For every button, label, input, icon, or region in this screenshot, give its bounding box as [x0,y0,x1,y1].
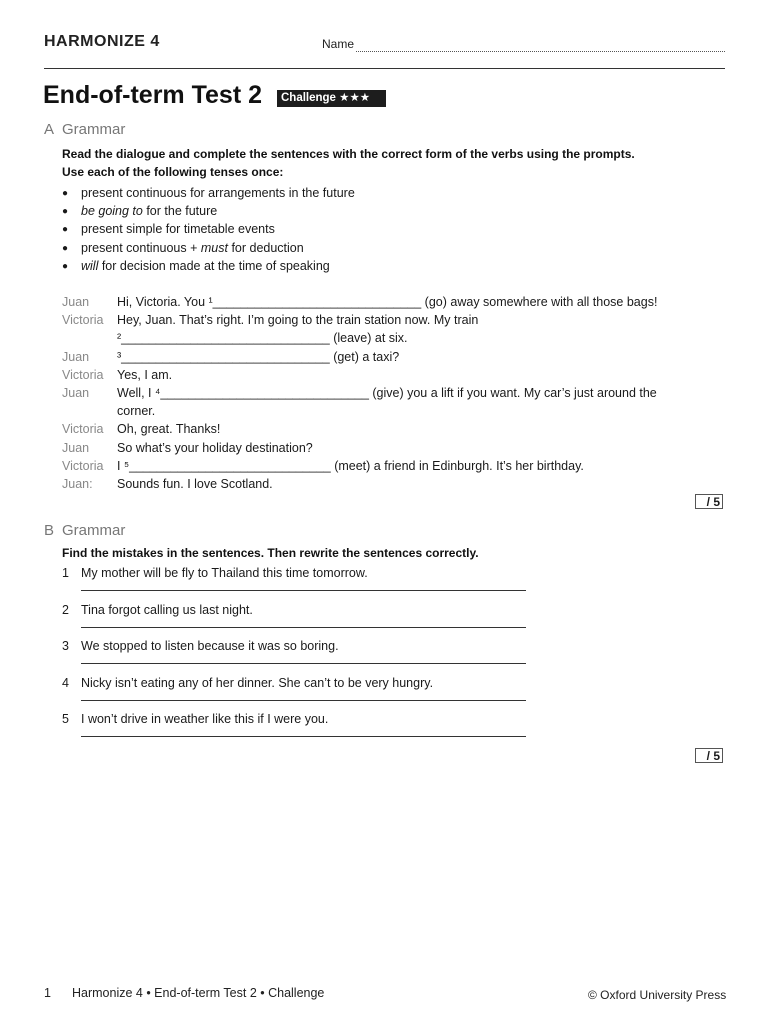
dialogue-text[interactable]: ²______________________________ (leave) at six. [117,331,408,346]
dialogue-text: Hey, Juan. That’s right. I’m going to the train station now. My train [117,313,479,328]
speaker: Juan [62,440,90,455]
speaker: Victoria [62,458,104,473]
section-a-instructions [62,145,635,181]
item-sentence: I won’t drive in weather like this if I were you. [81,712,329,727]
section-a-heading [44,121,125,138]
item-number: 5 [62,712,69,727]
section-a-title: Grammar [62,121,126,138]
item-number: 2 [62,602,69,617]
tense-list-item-text: present continuous + must for deduction [81,240,304,255]
speaker: Juan [62,349,90,364]
header-rule [44,68,725,69]
tense-list-item-text: present simple for timetable events [81,222,275,237]
speaker: Juan [62,295,90,309]
name-field-line[interactable] [356,51,725,52]
tense-list-item [62,239,355,257]
dialogue-text[interactable]: I ⁵_____________________________ (meet) a friend in Edinburgh. It’s her birthday. [117,458,584,473]
answer-line[interactable] [81,736,526,737]
dialogue-text: corner. [117,404,156,419]
tense-list-item-text: be going to for the future [81,204,218,219]
challenge-badge: Challenge ★★★ [277,90,386,107]
dialogue-text: Oh, great. Thanks! [117,422,221,437]
speaker: Victoria [62,313,104,328]
section-a-letter: A [44,121,55,138]
dialogue-text[interactable]: ³______________________________ (get) a taxi? [117,349,400,364]
speaker: Juan [62,385,90,400]
dialogue-text: Sounds fun. I love Scotland. [117,476,273,491]
tense-list-item [62,202,355,220]
section-a-score-box[interactable]: / 5 [695,494,723,509]
section-b-letter: B [44,522,55,539]
item-number: 3 [62,639,69,654]
section-b-score-box[interactable]: / 5 [695,748,723,763]
page-number: 1 [44,986,51,1000]
section-b-title: Grammar [62,522,126,539]
item-sentence: My mother will be fly to Thailand this time tomorrow. [81,566,368,580]
tense-list-item [62,184,355,202]
bullet-icon: ● [62,206,69,218]
footer-text: Harmonize 4 • End-of-term Test 2 • Challenge [72,986,325,1000]
bullet-icon: ● [62,260,69,272]
tense-list-item-text: present continuous for arrangements in the future [81,186,355,200]
answer-line[interactable] [81,663,526,664]
section-a-instruction-line-1: Read the dialogue and complete the sentences with the correct form of the verbs using the prompts. [62,147,635,161]
dialogue-text: So what’s your holiday destination? [117,440,313,455]
brand-logo: HARMONIZE 4 [44,33,160,50]
dialogue-text[interactable]: Well, I ⁴______________________________ (give) you a lift if you want. My car’s just around the [117,385,657,400]
publisher-credit: © Oxford University Press [588,988,727,1002]
item-number: 4 [62,675,69,690]
section-b-heading [44,522,125,539]
speaker: Victoria [62,367,104,382]
answer-line[interactable] [81,590,526,591]
bullet-icon: ● [62,188,69,199]
name-label: Name [322,37,355,51]
answer-line[interactable] [81,627,526,628]
section-a-instruction-line-2: Use each of the following tenses once: [62,165,284,179]
bullet-icon: ● [62,242,69,254]
section-b-instructions: Find the mistakes in the sentences. Then rewrite the sentences correctly. [62,546,479,560]
page-title: End-of-term Test 2 [43,81,262,109]
item-number: 1 [62,566,69,580]
speaker: Juan: [62,476,93,491]
answer-line[interactable] [81,700,526,701]
tense-list [62,184,355,275]
dialogue-text[interactable]: Hi, Victoria. You ¹______________________________ (go) away somewhere with all those bags! [117,295,658,309]
item-sentence: Tina forgot calling us last night. [81,602,253,617]
tense-list-item [62,257,355,275]
item-sentence: Nicky isn’t eating any of her dinner. She can’t to be very hungry. [81,675,434,690]
bullet-icon: ● [62,224,69,236]
speaker: Victoria [62,422,104,437]
dialogue-text: Yes, I am. [117,367,173,382]
tense-list-item [62,220,355,238]
tense-list-item-text: will for decision made at the time of speaking [81,258,330,273]
item-sentence: We stopped to listen because it was so boring. [81,639,339,654]
